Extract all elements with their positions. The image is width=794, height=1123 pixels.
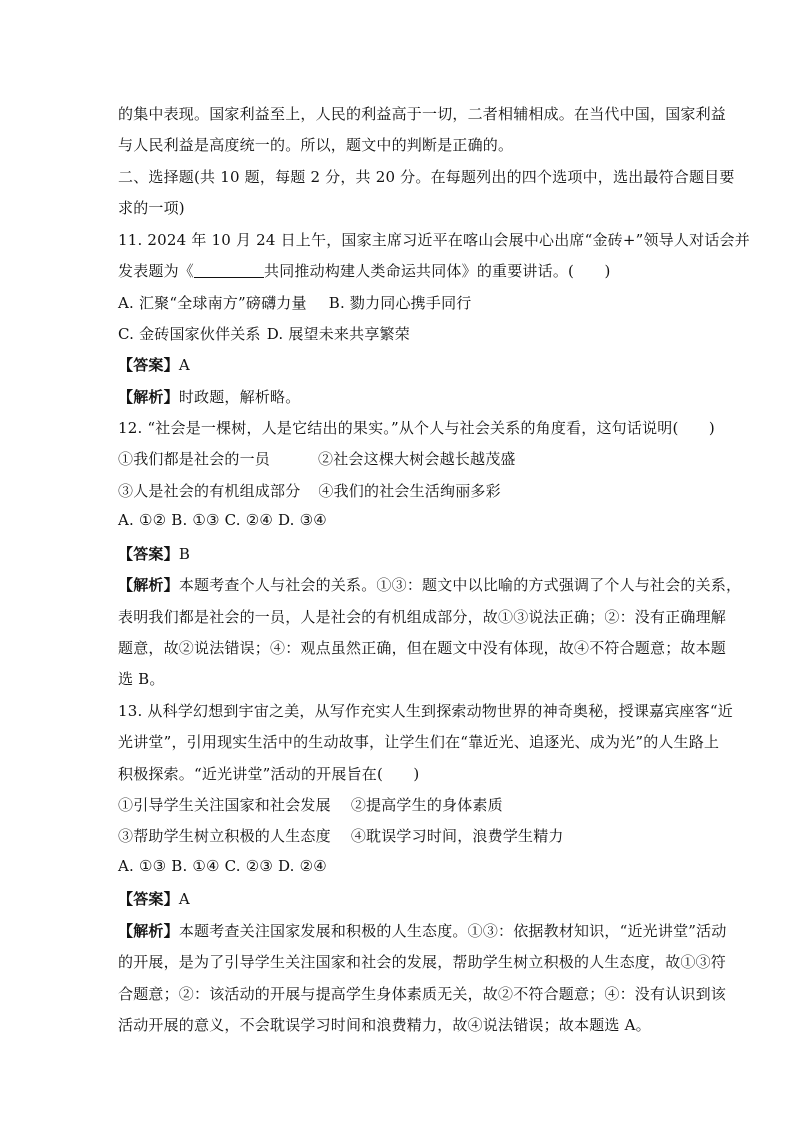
- q13-options: A. ①③ B. ①④ C. ②③ D. ②④: [118, 857, 327, 875]
- intro-line-1: 的集中表现。国家利益至上，人民的利益高于一切，二者相辅相成。在当代中国，国家利益: [118, 105, 727, 123]
- q11-option-d: D. 展望未来共享繁荣: [266, 325, 410, 343]
- q11-option-b: B. 勠力同心携手同行: [328, 294, 472, 312]
- section-heading-line-2: 求的一项): [118, 199, 185, 217]
- q11-option-a: A. 汇聚“全球南方”磅礴力量: [118, 294, 307, 312]
- q12-item-3: ③人是社会的有机组成部分: [118, 482, 301, 500]
- q11-options-line-1: [118, 292, 471, 313]
- answer-label: 【答案】: [118, 545, 179, 563]
- answer-value: A: [178, 890, 190, 908]
- q12-analysis-line-3: 题意，故②说法错误；④：观点虽然正确，但在题文中没有体现，故④不符合题意；故本题: [118, 639, 727, 657]
- q11-options-line-2: [118, 323, 410, 344]
- q12-options: A. ①② B. ①③ C. ②④ D. ③④: [118, 511, 327, 529]
- q11-option-c: C. 金砖国家伙伴关系: [118, 325, 261, 343]
- q13-analysis-line-1: [118, 920, 727, 941]
- q13-item-4: ④耽误学习时间，浪费学生精力: [350, 827, 564, 845]
- q12-item-4: ④我们的社会生活绚丽多彩: [318, 482, 501, 500]
- analysis-text: 本题考查个人与社会的关系。①③：题文中以比喻的方式强调了个人与社会的关系，: [178, 576, 742, 594]
- q11-stem-prefix: 发表题为《: [118, 262, 195, 280]
- q11-answer: [118, 354, 190, 375]
- answer-value: A: [178, 356, 190, 374]
- analysis-label: 【解析】: [118, 576, 179, 594]
- q13-stem-line-3: 积极探索。“近光讲堂”活动的开展旨在( ): [118, 765, 420, 783]
- q11-stem-line-1: 11. 2024 年 10 月 24 日上午，国家主席习近平在喀山会展中心出席“金砖+”领导人对话会并: [118, 231, 750, 249]
- q12-analysis-line-2: 表明我们都是社会的一员，人是社会的有机组成部分，故①③说法正确；②：没有正确理解: [118, 608, 727, 626]
- q11-analysis: [118, 386, 300, 407]
- q12-stem: 12. “社会是一棵树，人是它结出的果实。”从个人与社会关系的角度看，这句话说明( ): [118, 419, 715, 437]
- answer-label: 【答案】: [118, 356, 179, 374]
- q12-items-line-1: [118, 448, 516, 469]
- intro-line-2: 与人民利益是高度统一的。所以，题文中的判断是正确的。: [118, 136, 514, 154]
- q12-item-2: ②社会这棵大树会越长越茂盛: [318, 450, 516, 468]
- q12-items-line-2: [118, 480, 501, 501]
- q13-answer: [118, 888, 190, 909]
- q12-analysis-line-4: 选 B。: [118, 670, 165, 688]
- q13-analysis-line-4: 活动开展的意义，不会耽误学习时间和浪费精力，故④说法错误；故本题选 A。: [118, 1016, 651, 1034]
- q13-stem-line-1: 13. 从科学幻想到宇宙之美，从写作充实人生到探索动物世界的神奇奥秘，授课嘉宾座客“近: [118, 702, 733, 720]
- q13-stem-line-2: 光讲堂”，引用现实生活中的生动故事，让学生们在“靠近光、追逐光、成为光”的人生路上: [118, 733, 720, 751]
- q13-item-2: ②提高学生的身体素质: [350, 796, 503, 814]
- q12-answer: [118, 543, 190, 564]
- q13-items-line-1: [118, 794, 503, 815]
- q12-analysis-line-1: [118, 574, 741, 595]
- q13-analysis-line-2: 的开展，是为了引导学生关注国家和社会的发展，帮助学生树立积极的人生态度，故①③符: [118, 953, 727, 971]
- analysis-text: 时政题，解析略。: [178, 388, 301, 406]
- q13-analysis-line-3: 合题意；②：该活动的开展与提高学生身体素质无关，故②不符合题意；④：没有认识到该: [118, 985, 727, 1003]
- answer-value: B: [178, 545, 191, 563]
- fill-in-blank: [194, 263, 264, 278]
- analysis-label: 【解析】: [118, 922, 179, 940]
- q11-stem-line-2: [118, 260, 611, 281]
- q13-item-1: ①引导学生关注国家和社会发展: [118, 796, 331, 814]
- q11-stem-suffix: 共同推动构建人类命运共同体》的重要讲话。( ): [264, 262, 611, 280]
- analysis-label: 【解析】: [118, 388, 179, 406]
- q12-item-1: ①我们都是社会的一员: [118, 450, 271, 468]
- analysis-text: 本题考查关注国家发展和积极的人生态度。①③：依据教材知识，“近光讲堂”活动: [178, 922, 727, 940]
- answer-label: 【答案】: [118, 890, 179, 908]
- q13-item-3: ③帮助学生树立积极的人生态度: [118, 827, 331, 845]
- section-heading-line-1: 二、选择题(共 10 题，每题 2 分，共 20 分。在每题列出的四个选项中，选出最符合题目要: [118, 168, 735, 186]
- q13-items-line-2: [118, 825, 564, 846]
